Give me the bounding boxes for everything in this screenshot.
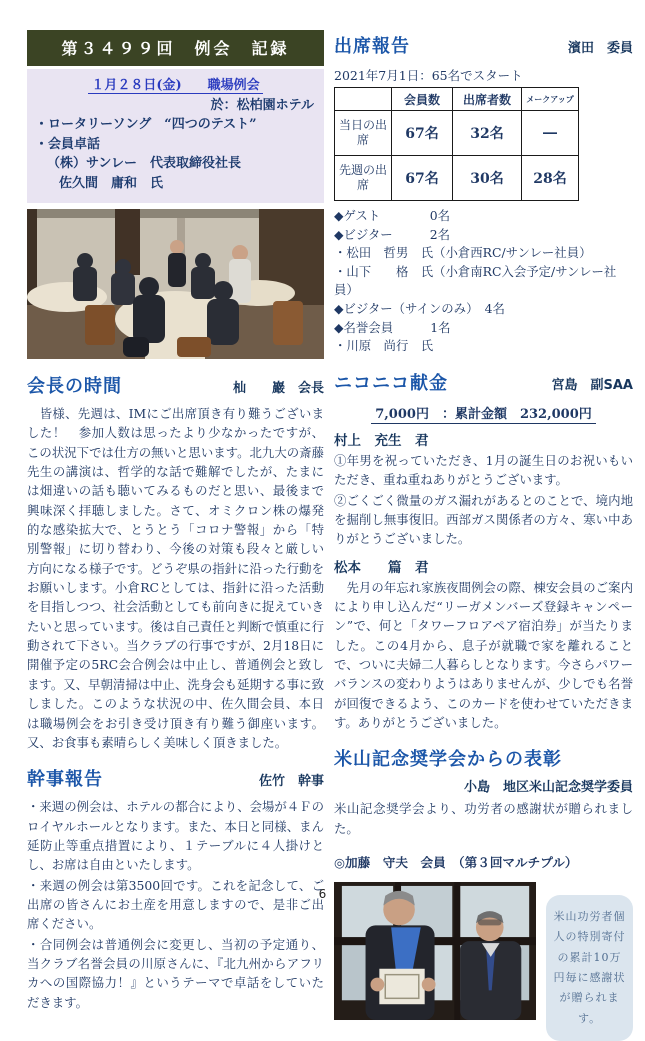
niconico-title: ニコニコ献金 xyxy=(334,372,448,394)
cell-makeup-today: ― xyxy=(522,111,579,156)
cell-members-today: 67名 xyxy=(392,111,453,156)
donor-name-murakami: 村上 充生 君 xyxy=(334,432,429,449)
note-honorary-name: ・川原 尚行 氏 xyxy=(334,338,434,354)
donor-name-matsumoto: 松本 篇 君 xyxy=(334,559,429,576)
left-column xyxy=(27,30,324,1013)
speaker-company: （株）サンレー 代表取締役社長 xyxy=(47,156,242,171)
niconico-amount: 7,000円 ：累計金額 232,000円 xyxy=(334,403,633,422)
secretary-report-title: 幹事報告 xyxy=(27,769,103,791)
niconico-section xyxy=(334,369,633,732)
yoneyama-body: 米山記念奨学会より、功労者の感謝状が贈られました。 xyxy=(334,801,633,836)
award-photo-row xyxy=(334,881,633,1041)
yoneyama-title: 米山記念奨学会からの表彰 xyxy=(334,749,562,771)
yoneyama-callout: 米山功労者個人の特別寄付の累計10万円毎に感謝状が贈られます。 xyxy=(546,895,633,1041)
meeting-item-speech: ・会員卓話 xyxy=(35,136,101,152)
cell-members-lastweek: 67名 xyxy=(392,156,453,201)
president-byline: 杣 巖 会長 xyxy=(232,381,324,396)
attendance-table xyxy=(334,87,579,201)
secretary-report-body xyxy=(27,797,324,1012)
meeting-item-song: ・ロータリーソング “四つのテスト” xyxy=(35,117,257,132)
president-time-section xyxy=(27,372,324,752)
table-header-blank xyxy=(335,88,392,111)
attendance-start-line: 2021年7月1日：65名でスタート xyxy=(334,68,523,83)
award-photo xyxy=(334,881,536,1021)
speaker-name: 佐久間 庸和 氏 xyxy=(59,175,164,191)
donor-message xyxy=(334,451,633,549)
secretary-paragraph: ・来週の例会は第3500回です。これを記念して、ご出席の皆さんにお土産を用意しますので、是非ご出席ください。 xyxy=(27,877,324,932)
president-time-title: 会長の時間 xyxy=(27,376,122,397)
table-header-makeup: メークアップ xyxy=(522,88,579,111)
page-number: 6 xyxy=(318,887,327,901)
cell-attendees-lastweek: 30名 xyxy=(453,156,522,201)
attendance-notes xyxy=(334,207,633,356)
table-header-members: 会員数 xyxy=(392,88,453,111)
niconico-byline: 宮島 副SAA xyxy=(551,377,633,393)
table-row xyxy=(335,156,579,201)
note-visitor-2: ・山下 格 氏（小倉南RC入会予定/サンレー社員） xyxy=(334,263,617,298)
secretary-byline: 佐竹 幹事 xyxy=(258,774,324,790)
secretary-paragraph: ・来週の例会は、ホテルの都合により、会場が４Ｆのロイヤルホールとなります。また、本日と同様、まん延防止等重点措置により、１テーブルに４人掛けとし、お席は自由といたします。 xyxy=(27,799,324,873)
donor-paragraph: 先月の年忘れ家族夜間例会の際、棟安会員のご案内により申し込んだ“リーガメンバーズ登録キャンペーン”で、何と「タワーフロアペア宿泊券」が当たりました。この4月から、息子が就職で家を離れることで、ついに夫婦二人暮らしとなります。今さらパワーバランスの変わりようはありませんが、少しでも名誉が回復できるよう、このカードを使わせていただきます。ありがとうございました。 xyxy=(334,579,633,730)
meeting-info-box xyxy=(27,69,324,203)
donor-message xyxy=(334,578,633,733)
table-row xyxy=(335,111,579,156)
table-header-attendees: 出席者数 xyxy=(453,88,522,111)
row-label-today: 当日の出席 xyxy=(335,111,392,156)
attendance-title: 出席報告 xyxy=(334,36,410,57)
meeting-record-title: 第３４９９回 例会 記録 xyxy=(27,30,324,66)
note-guest: ◆ゲスト 0名 xyxy=(334,208,451,223)
meeting-venue: 於：松柏園ホテル xyxy=(210,97,314,113)
attendance-section-head xyxy=(334,32,633,58)
meeting-date-line: １月２８日(金) 職場例会 xyxy=(33,76,318,96)
donor-paragraph: ②ごくごく微量のガス漏れがあるとのことで、境内地を掘削し無事復旧。西部ガス関係者の方々、寒い中ありがとうございました。 xyxy=(334,492,633,547)
row-label-lastweek: 先週の出席 xyxy=(335,156,392,201)
note-visitor: ◆ビジター 2名 xyxy=(334,226,451,242)
secretary-paragraph: ・合同例会は普通例会に変更し、当初の予定通り、当クラブ名誉会員の川原さんに、『北九州からアフリカへの国際協力！』というテーマで卓話をしていただきます。 xyxy=(27,936,324,1010)
note-visitor-1: ・松田 哲男 氏（小倉西RC/サンレー社員） xyxy=(334,245,592,261)
donor-paragraph: ①年男を祝っていただき、1月の誕生日のお祝いもいただき、重ね重ねありがとうございます。 xyxy=(334,452,633,488)
yoneyama-recipient: ◎加藤 守夫 会員 （第３回マルチプル） xyxy=(334,855,578,871)
president-time-body: 皆様、先週は、IMにご出席頂き有り難うございました！ 参加人数は思ったより少なかったですが、この状況下では仕方の無いと思います。北九大の斎藤先生の講演は、哲学的な話で難解でしたが、たまには畑違いの話も聴いてみるものだと思い、最後まで興味深く拝聴しました。さて、オミクロン株の爆発的な感染拡大で、とうとう「コロナ警報」から「特別警報」に切り替わり、今後の対策も段々と厳しい方向になる様子です。どうぞ県の指針に沿った行動をお願いします。小倉RCとしては、指針に沿った活動を目指しつつ、社会活動としても前向きに捉えていきたいと思っています。後は自己責任と判断で慎重に行動されて下さい。当クラブの行事ですが、2月18日に開催予定の5RC会合例会は中止し、普通例会と致します。又、早朝清掃は中止、洗身会も延期する事に致しました。このような状況の中、佐久間会員、本日は職場例会をお引き受け頂き有り難う御座います。又、お食事も素晴らしく美味しく頂きました。 xyxy=(27,406,324,750)
note-visitor-sign: ◆ビジター（サインのみ） 4名 xyxy=(334,301,505,317)
note-honorary: ◆名誉会員 1名 xyxy=(334,319,451,335)
attendance-byline: 濱田 委員 xyxy=(567,41,633,56)
cell-makeup-lastweek: 28名 xyxy=(522,156,579,201)
meeting-photo xyxy=(27,209,324,359)
yoneyama-byline: 小島 地区米山記念奨学委員 xyxy=(463,780,633,796)
cell-attendees-today: 32名 xyxy=(453,111,522,156)
